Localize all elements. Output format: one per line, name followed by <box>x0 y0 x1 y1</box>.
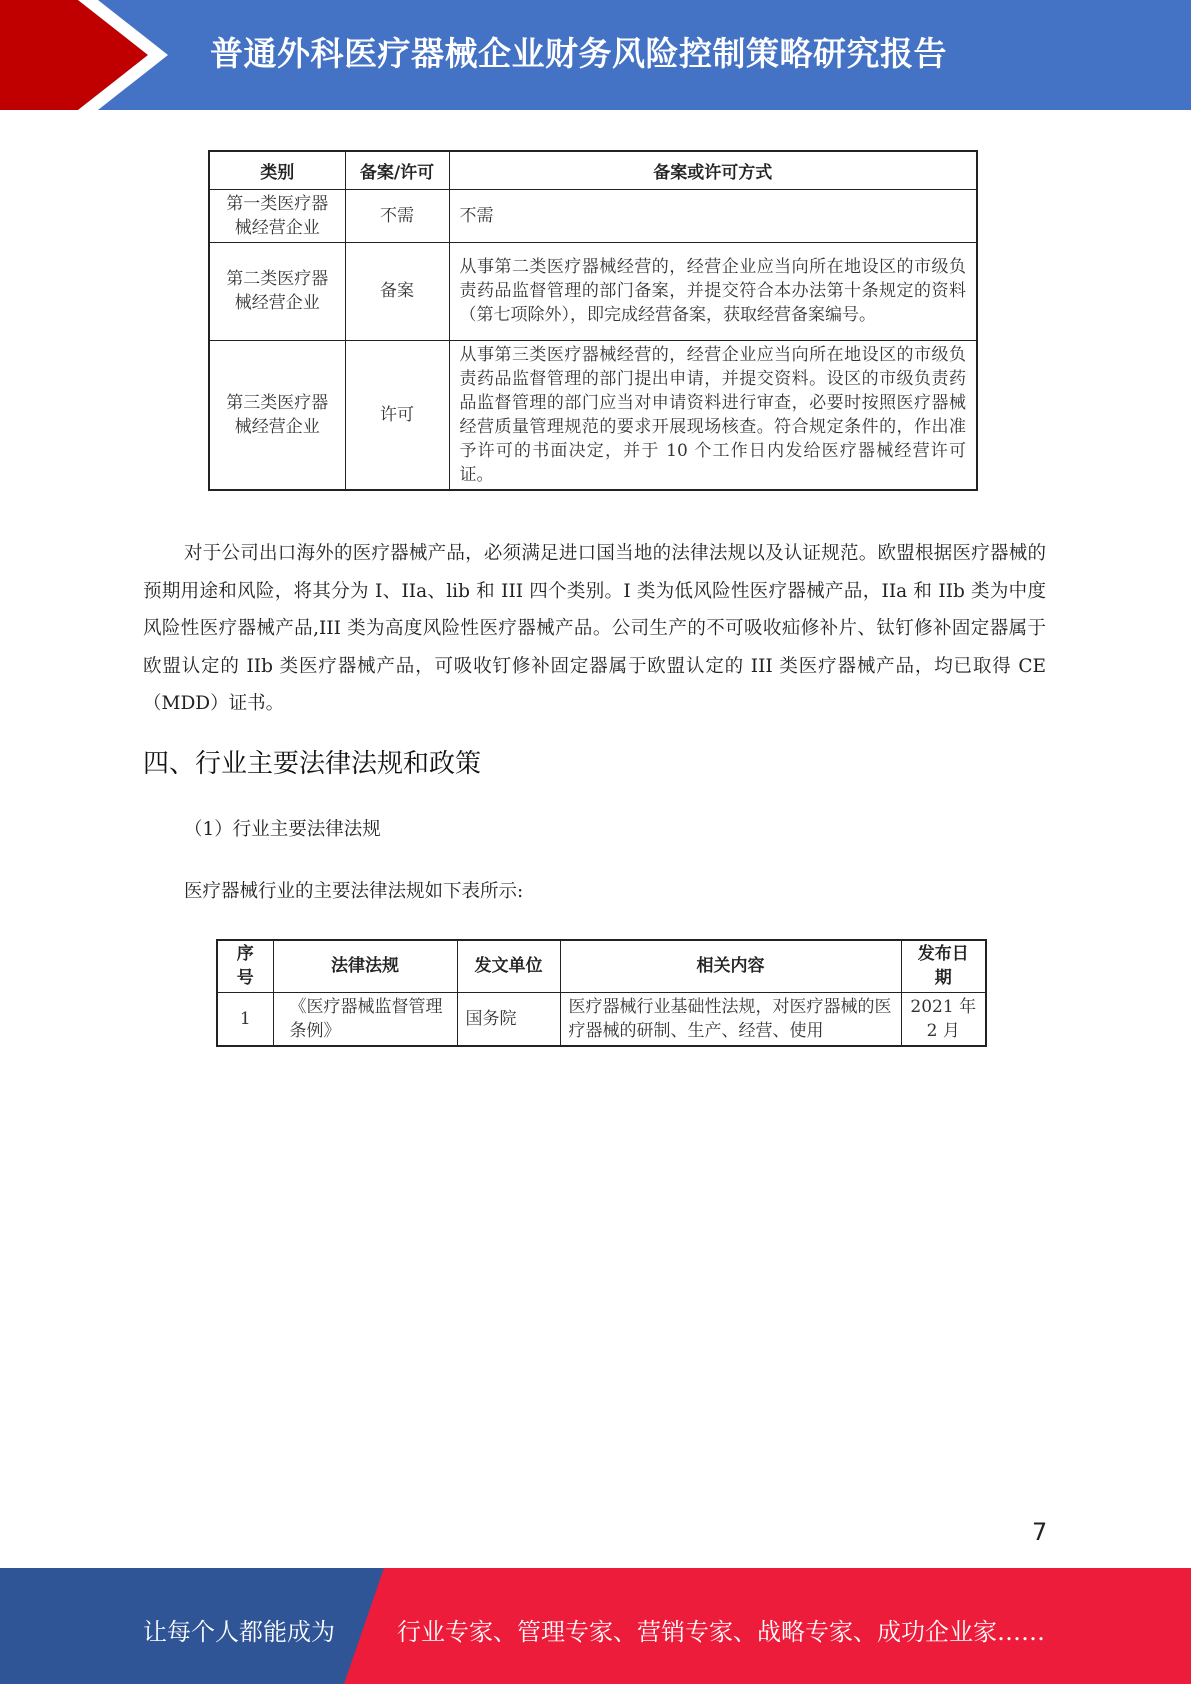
method-cell: 从事第三类医疗器械经营的，经营企业应当向所在地设区的市级负责药品监督管理的部门提出申请，并提交资料。设区的市级负责药品监督管理的部门应当对申请资料进行审查，必要时按照医疗器械经营质量管理规范的要求开展现场核查。符合规定条件的，作出准予许可的书面决定，并于 10 个工作日内发给医疗器械经营许可证。 <box>449 340 977 490</box>
column-header: 备案或许可方式 <box>449 151 977 189</box>
column-header: 发布日期 <box>901 940 986 992</box>
section-heading: 四、行业主要法律法规和政策 <box>143 749 482 779</box>
report-title: 普通外科医疗器械企业财务风险控制策略研究报告 <box>210 34 947 73</box>
mode-cell: 许可 <box>345 340 449 490</box>
method-cell: 从事第二类医疗器械经营的，经营企业应当向所在地设区的市级负责药品监督管理的部门备案，并提交符合本办法第十条规定的资料（第七项除外），即完成经营备案，获取经营备案编号。 <box>449 242 977 340</box>
category-cell: 第一类医疗器械经营企业 <box>209 189 345 242</box>
table-header-row <box>209 151 977 189</box>
mode-cell: 备案 <box>345 242 449 340</box>
date-cell: 2021 年 2 月 <box>901 992 986 1046</box>
column-header: 类别 <box>209 151 345 189</box>
column-header: 序号 <box>217 940 273 992</box>
method-cell: 不需 <box>449 189 977 242</box>
laws-table <box>216 939 987 1047</box>
subsection-heading: （1）行业主要法律法规 <box>184 819 381 840</box>
table-row <box>209 340 977 490</box>
column-header: 法律法规 <box>273 940 457 992</box>
header-chevron-decoration <box>0 0 200 110</box>
export-paragraph: 对于公司出口海外的医疗器械产品，必须满足进口国当地的法律法规以及认证规范。欧盟根据医疗器械的预期用途和风险，将其分为 I、IIa、lib 和 III 四个类别。I 类为低风险性医疗器械产品，IIa 和 IIb 类为中度风险性医疗器械产品,III 类为高度风险性医疗器械产品。公司生产的不可吸收疝修补片、钛钉修补固定器属于欧盟认定的 IIb 类医疗器械产品，可吸收钉修补固定器属于欧盟认定的 III 类医疗器械产品，均已取得 CE（MDD）证书。 <box>143 543 1046 714</box>
license-table <box>208 150 978 491</box>
category-cell: 第二类医疗器械经营企业 <box>209 242 345 340</box>
table-row <box>209 189 977 242</box>
mode-cell: 不需 <box>345 189 449 242</box>
column-header: 备案/许可 <box>345 151 449 189</box>
page-header <box>0 0 1191 110</box>
table-row <box>209 242 977 340</box>
table-intro-text: 医疗器械行业的主要法律法规如下表所示: <box>184 881 524 902</box>
issuer-cell: 国务院 <box>457 992 560 1046</box>
category-cell: 第三类医疗器械经营企业 <box>209 340 345 490</box>
column-header: 发文单位 <box>457 940 560 992</box>
footer-slogan-right: 行业专家、管理专家、营销专家、战略专家、成功企业家…… <box>397 1618 1045 1646</box>
law-cell: 《医疗器械监督管理条例》 <box>273 992 457 1046</box>
footer-slogan-left: 让每个人都能成为 <box>143 1618 335 1646</box>
number-cell: 1 <box>217 992 273 1046</box>
content-cell: 医疗器械行业基础性法规，对医疗器械的医疗器械的研制、生产、经营、使用 <box>560 992 901 1046</box>
table-header-row <box>217 940 986 992</box>
column-header: 相关内容 <box>560 940 901 992</box>
page-footer <box>0 1568 1191 1684</box>
page-number: 7 <box>1032 1518 1048 1546</box>
table-row <box>217 992 986 1046</box>
